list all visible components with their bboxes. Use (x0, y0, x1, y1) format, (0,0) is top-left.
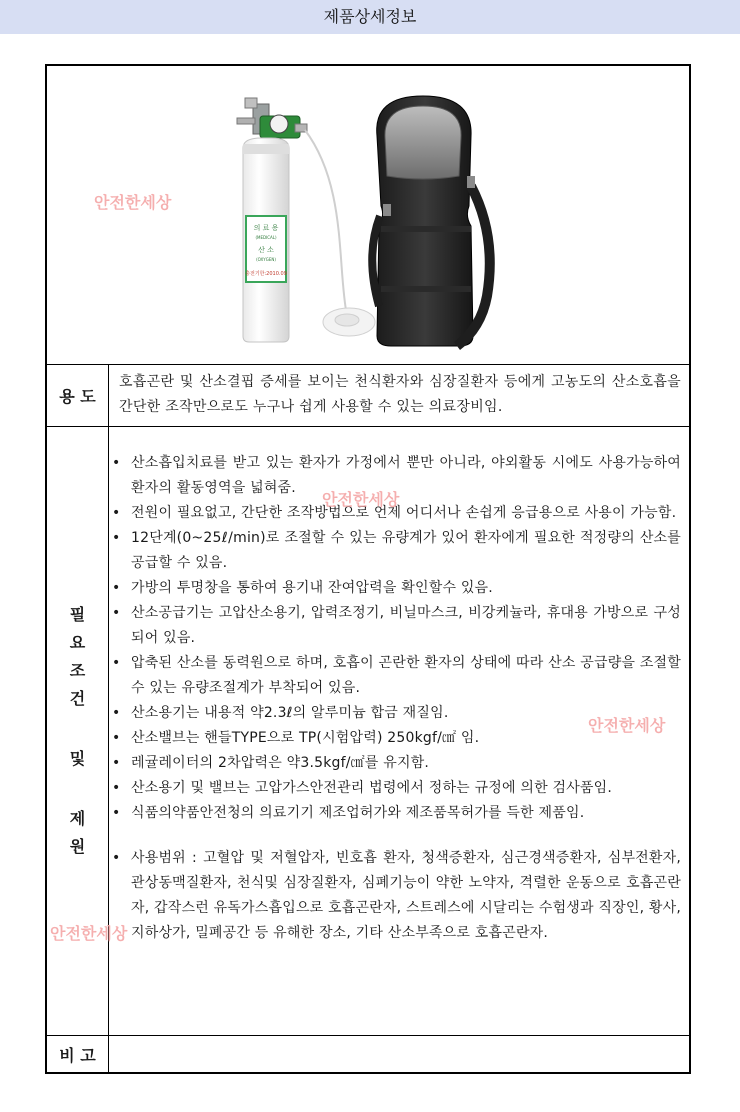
list-item: • 12단계(0~25ℓ/min)로 조절할 수 있는 유량계가 있어 환자에게 필요한 적정량의 산소를 공급할 수 있음. (112, 530, 681, 571)
list-item: • 압축된 산소를 동력원으로 하며, 호흡이 곤란한 환자의 상태에 따라 산소 공급량을 조절할 수 있는 유량조절계가 부착되어 있음. (112, 655, 681, 696)
list-item-text: 12단계(0~25ℓ/min)로 조절할 수 있는 유량계가 있어 환자에게 필요한 적정량의 산소를 공급할 수 있음. (131, 530, 681, 571)
specs-label-char: 필 (69, 605, 86, 624)
list-item-text: 전원이 필요없고, 간단한 조작방법으로 언제 어디서나 손쉽게 응급용으로 사용이 가능함. (131, 505, 677, 521)
watermark-2: 안전한세상 (322, 490, 400, 509)
specs-label-char: 조 (69, 661, 86, 680)
specs-label-char: 요 (69, 633, 86, 652)
specs-label-char: 원 (69, 837, 86, 856)
list-item: • 산소흡입치료를 받고 있는 환자가 가정에서 뿐만 아니라, 야외활동 시에도 사용가능하여 환자의 활동영역을 넓혀줌. (112, 455, 681, 496)
cylinder-label-2: (MEDICAL) (255, 235, 277, 240)
watermark-3: 안전한세상 (588, 716, 666, 735)
oxygen-mask-icon (323, 308, 375, 336)
cylinder-label-4: (OXYGEN) (256, 257, 276, 262)
watermark-4: 안전한세상 (50, 924, 128, 943)
list-item: • 산소공급기는 고압산소용기, 압력조정기, 비닐마스크, 비강케뉼라, 휴대용 가방으로 구성되어 있음. (112, 605, 681, 646)
list-item: • 식품의약품안전청의 의료기기 제조업허가와 제조품목허가를 득한 제품임. (112, 805, 585, 821)
carry-bag-icon (372, 96, 490, 346)
cylinder-label-1: 의 료 용 (253, 224, 279, 232)
list-item-text: 산소용기는 내용적 약2.3ℓ의 알루미늄 합금 재질임. (131, 705, 449, 721)
product-spec-table (45, 64, 691, 1074)
list-item-text: 산소공급기는 고압산소용기, 압력조정기, 비닐마스크, 비강케뉼라, 휴대용 가방으로 구성되어 있음. (131, 605, 681, 646)
list-item: • 레귤레이터의 2차압력은 약3.5kgf/㎠를 유지함. (112, 755, 430, 771)
list-item-scope: • 사용범위 : 고혈압 및 저혈압자, 빈호흡 환자, 청색증환자, 심근경색증환자, 심부전환자, 관상동맥질환자, 천식및 심장질환자, 심폐기능이 약한 노약자, 격렬한 운동으로 호흡곤란자, 갑작스런 유독가스흡입으로 호흡곤란자, 스트레스에 시달리는 수험생과 직장인, 황사, 지하상가, 밀폐공간 등 유해한 장소, 기타 산소부족으로 호흡곤란자. (112, 850, 681, 941)
remarks-label: 비 고 (47, 1036, 109, 1072)
specs-row (47, 427, 689, 1036)
list-item: • 가방의 투명창을 통하여 용기내 잔여압력을 확인할수 있음. (112, 580, 493, 596)
remarks-row (47, 1036, 689, 1072)
scope-text: 사용범위 : 고혈압 및 저혈압자, 빈호흡 환자, 청색증환자, 심근경색증환자, 심부전환자, 관상동맥질환자, 천식및 심장질환자, 심폐기능이 약한 노약자, 격렬한 운동으로 호흡곤란자, 갑작스런 유독가스흡입으로 호흡곤란자, 스트레스에 시달리는 수험생과 직장인, 황사, 지하상가, 밀폐공간 등 유해한 장소, 기타 산소부족으로 호흡곤란자. (131, 850, 681, 941)
usage-text: 호흡곤란 및 산소결핍 증세를 보이는 천식환자와 심장질환자 등에게 고농도의 산소호흡을 간단한 조작만으로도 누구나 쉽게 사용할 수 있는 의료장비임. (119, 374, 681, 415)
list-item-text: 산소용기 및 밸브는 고압가스안전관리 법령에서 정하는 규정에 의한 검사품임. (131, 780, 613, 796)
list-item-text: 압축된 산소를 동력원으로 하며, 호흡이 곤란한 환자의 상태에 따라 산소 공급량을 조절할 수 있는 유량조절계가 부착되어 있음. (131, 655, 681, 696)
section-header (0, 0, 740, 34)
list-item-text: 산소밸브는 핸들TYPE으로 TP(시험압력) 250kgf/㎠ 임. (131, 730, 480, 746)
cylinder-label-3: 산 소 (258, 246, 274, 254)
oxygen-cylinder-icon (243, 138, 289, 342)
regulator-icon (237, 98, 307, 138)
specs-content (109, 427, 689, 1035)
section-title: 제품상세정보 (323, 7, 417, 26)
usage-content (109, 364, 689, 426)
watermark-1: 안전한세상 (94, 193, 172, 212)
usage-row (47, 364, 689, 427)
list-item-text: 식품의약품안전청의 의료기기 제조업허가와 제조품목허가를 득한 제품임. (131, 805, 585, 821)
specs-list (109, 451, 681, 946)
product-image (47, 66, 689, 364)
specs-label-char: 및 (69, 749, 86, 768)
list-item-text: 산소흡입치료를 받고 있는 환자가 가정에서 뿐만 아니라, 야외활동 시에도 사용가능하여 환자의 활동영역을 넓혀줌. (131, 455, 681, 496)
specs-label-char: 건 (69, 689, 86, 708)
list-item-text: 레귤레이터의 2차압력은 약3.5kgf/㎠를 유지함. (131, 755, 430, 771)
product-image-cell (47, 66, 689, 365)
cylinder-label-5: 충전기한:2010.09 (245, 271, 287, 277)
specs-label (47, 427, 109, 1035)
specs-label-char: 제 (69, 809, 86, 828)
remarks-content (109, 1036, 689, 1072)
list-item: • 전원이 필요없고, 간단한 조작방법으로 언제 어디서나 손쉽게 응급용으로 사용이 가능함. (112, 505, 677, 521)
list-item-text: 가방의 투명창을 통하여 용기내 잔여압력을 확인할수 있음. (131, 580, 493, 596)
list-item: • 산소용기 및 밸브는 고압가스안전관리 법령에서 정하는 규정에 의한 검사품임. (112, 780, 613, 796)
list-item: • 산소밸브는 핸들TYPE으로 TP(시험압력) 250kgf/㎠ 임. (112, 730, 480, 746)
usage-label: 용 도 (47, 364, 109, 426)
list-item: • 산소용기는 내용적 약2.3ℓ의 알루미늄 합금 재질임. (112, 705, 449, 721)
